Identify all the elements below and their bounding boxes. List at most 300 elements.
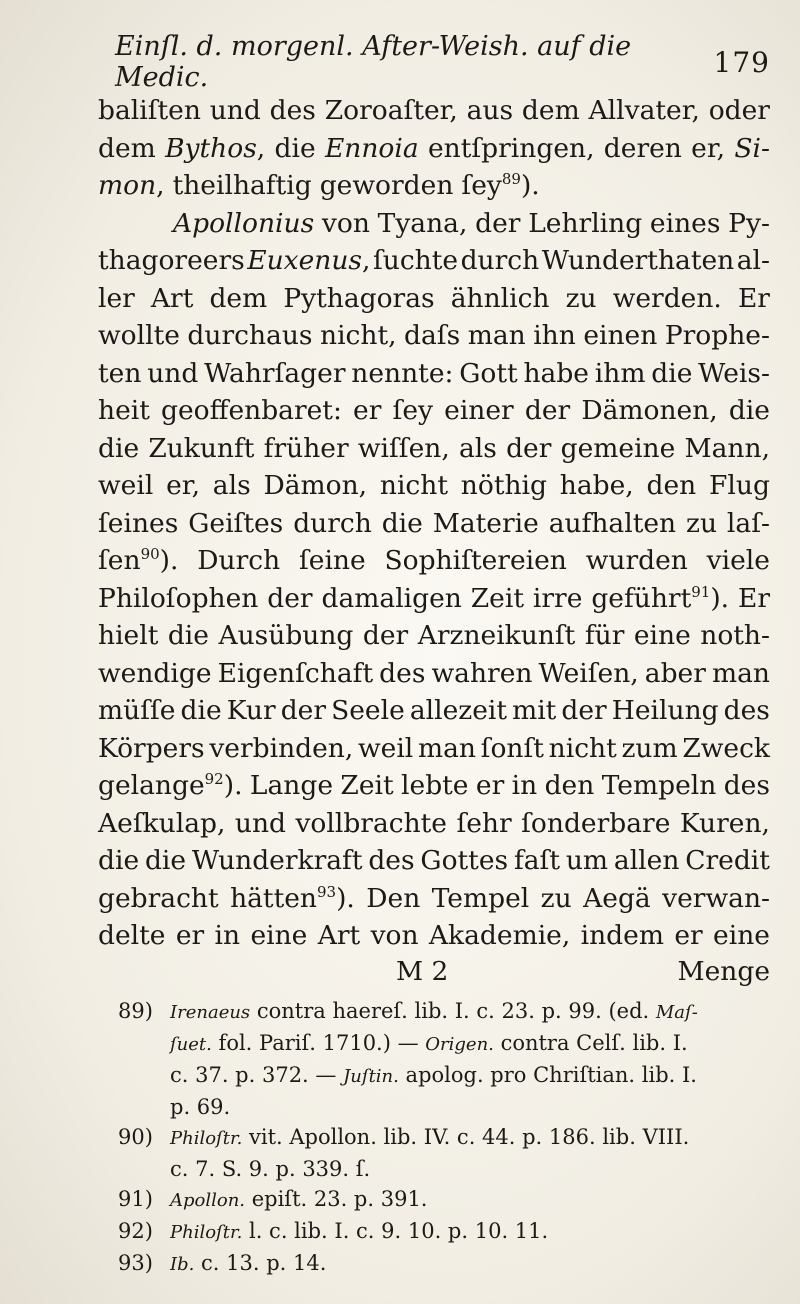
word-text: zum [621, 732, 678, 764]
word [353, 392, 381, 430]
word-text: ſonderbare [521, 807, 671, 839]
word-text: Tyana, [377, 207, 468, 239]
text-line [98, 205, 770, 243]
text-line [98, 805, 770, 843]
word [634, 617, 691, 655]
word [250, 917, 307, 955]
word-text: daſs [404, 320, 461, 351]
word-text: Körpers [98, 732, 205, 764]
word-text: allen [613, 845, 680, 876]
word-text: des [723, 695, 770, 726]
word-text: des [723, 770, 770, 801]
word-text: al- [736, 245, 770, 276]
word [523, 355, 589, 393]
word [591, 580, 729, 618]
word [373, 242, 458, 280]
word [713, 917, 770, 955]
word-text: Py- [728, 207, 770, 239]
word-text: er [353, 395, 382, 426]
citation-text: c. 37. p. 372. — [170, 1063, 344, 1087]
word-text: Wahrſager [204, 357, 346, 389]
word [459, 355, 517, 393]
word [98, 730, 205, 768]
word-text: den [544, 770, 595, 801]
word-text: mon [98, 170, 157, 201]
word-text: wollte [98, 320, 180, 351]
word [98, 542, 178, 580]
word-text: Zoroaſter, [324, 95, 458, 126]
word [98, 617, 158, 655]
word-text: weil [357, 732, 414, 764]
word [404, 317, 460, 355]
word-text: ſuchte [372, 245, 459, 276]
word [471, 580, 524, 618]
word-text: den [646, 470, 697, 501]
footnote-ref: 91 [691, 582, 711, 601]
word-text: Akademie, [428, 920, 571, 951]
footnote-line [118, 1184, 766, 1216]
word [525, 392, 570, 430]
word-text: dem [209, 282, 268, 314]
citation-text: fol. Pariſ. 1710.) — [211, 1031, 426, 1055]
word-text: indem [580, 920, 664, 951]
word [674, 917, 702, 955]
word [709, 92, 770, 130]
word [187, 317, 312, 355]
word-text: vollbrachte [295, 807, 447, 839]
word [512, 767, 538, 805]
word-text: Weiſen, [538, 657, 639, 689]
word-text: aufhalten [548, 507, 677, 539]
word [331, 692, 405, 730]
word-text: Durch [197, 545, 281, 576]
citation-text: vit. Apollon. lib. IV. c. 44. p. 186. lib. VIII. [242, 1125, 690, 1149]
word-text: noth- [700, 620, 770, 651]
word-text: um [565, 845, 609, 876]
word-text: Geiſtes [188, 507, 284, 539]
word [566, 280, 597, 318]
footnote-number: 90) [118, 1125, 153, 1149]
word [514, 842, 560, 880]
word [589, 92, 700, 130]
citation-text: contra haereſ. lib. I. c. 23. p. 99. (ed. [250, 999, 656, 1023]
word-text: und [234, 807, 286, 839]
word [581, 917, 664, 955]
word [204, 355, 345, 393]
word-text: Eigenſchaft [217, 657, 374, 689]
word-text: wurden [585, 545, 688, 576]
footnote-ref: 89 [501, 170, 521, 189]
word-text: hätten [230, 882, 317, 914]
word [275, 130, 316, 168]
word [521, 805, 670, 843]
word [250, 767, 333, 805]
footnote [118, 1122, 766, 1184]
citation-author: Philoſtr. [170, 1128, 243, 1149]
catchword: Menge [677, 956, 770, 987]
text-line [98, 317, 770, 355]
footnote-number: 93) [118, 1251, 153, 1275]
word [595, 355, 646, 393]
word-text: entſpringen, [427, 132, 595, 164]
citation-author: Juſtin. [343, 1066, 399, 1087]
word-text: wendige [98, 657, 212, 689]
word [380, 467, 448, 505]
word-text: Materie [432, 507, 539, 539]
word [431, 655, 532, 693]
word-text: nennte: [351, 357, 454, 389]
word [528, 205, 642, 243]
word-text: zu [540, 882, 572, 914]
running-title: Einſl. d. morgenl. After-Weish. auf die Medic. [115, 31, 632, 93]
word [707, 542, 770, 580]
word-text: Zeit [340, 770, 394, 801]
word [263, 467, 367, 505]
word [210, 92, 261, 130]
word-text: von [321, 207, 370, 239]
citation-text: c. 13. p. 14. [194, 1251, 327, 1275]
footnote-ref: 93 [316, 882, 337, 901]
word-text: als [459, 432, 497, 464]
word [379, 655, 425, 693]
word [583, 880, 651, 918]
word-text: theilhaftig [172, 170, 312, 201]
word [358, 430, 450, 468]
word [459, 430, 497, 468]
word-text: für [584, 620, 625, 651]
word [371, 917, 419, 955]
word [561, 430, 676, 468]
word-text: Ennoia [324, 132, 419, 164]
word-text: Zukunft [148, 432, 255, 464]
word-text: Bythos [165, 132, 257, 164]
word-text: , [362, 245, 371, 276]
word [98, 317, 180, 355]
word [456, 805, 511, 843]
word-text: Er [737, 282, 770, 314]
text-line [98, 392, 770, 430]
word-text: deren [603, 132, 682, 164]
word-text: Mann, [684, 432, 770, 464]
word [147, 355, 198, 393]
word-text: nöthig [460, 470, 547, 501]
word [161, 392, 342, 430]
word [215, 917, 241, 955]
text-line [98, 280, 770, 318]
word-text: baliſten [98, 95, 201, 126]
word [227, 692, 276, 730]
word [512, 692, 556, 730]
word-text: verbinden, [209, 732, 354, 764]
word [98, 467, 153, 505]
word [545, 767, 595, 805]
word-text: der [362, 620, 409, 651]
citation-text: p. 69. [170, 1095, 231, 1119]
word-text: Credit [685, 845, 770, 876]
word-text: Philoſophen [98, 582, 259, 614]
word-text: faſt [513, 845, 561, 876]
footnote-line [118, 996, 766, 1028]
word [176, 917, 204, 955]
word [98, 167, 165, 205]
word [650, 205, 721, 243]
word [461, 467, 547, 505]
word [418, 617, 576, 655]
page-number: 179 [713, 45, 770, 79]
word [461, 242, 540, 280]
word-text: der [506, 432, 552, 464]
footnote [118, 1184, 766, 1216]
word-text: Dämonen, [581, 395, 718, 426]
word [468, 317, 526, 355]
footnote-line [118, 1216, 766, 1248]
word-text: Heilung [611, 695, 719, 726]
word [98, 355, 141, 393]
text-line [98, 467, 770, 505]
word [461, 167, 539, 205]
word-text: gelange [98, 770, 205, 801]
word [98, 430, 139, 468]
word-text: Si- [734, 132, 770, 164]
word [322, 205, 370, 243]
word [98, 242, 245, 280]
word [734, 130, 770, 168]
footnote [118, 1248, 766, 1280]
word [401, 767, 468, 805]
word [542, 242, 735, 280]
word-text: hielt [98, 620, 159, 651]
word-text: weil [98, 470, 154, 501]
word-text: er [475, 770, 505, 801]
word [192, 842, 363, 880]
word [686, 505, 717, 543]
word [476, 767, 504, 805]
word-text: durch [293, 507, 372, 539]
word-text: ihm [594, 357, 646, 389]
signature-mark: M 2 [396, 956, 449, 987]
word [541, 880, 572, 918]
word-text: habe [523, 357, 589, 389]
word [247, 242, 370, 280]
footnote-number: 91) [118, 1187, 153, 1211]
word-text: und [147, 357, 199, 389]
footnote [118, 996, 766, 1122]
word [98, 842, 139, 880]
word [98, 767, 243, 805]
word-text: ſehr [456, 807, 512, 839]
word [645, 655, 706, 693]
word [420, 842, 508, 880]
text-line [98, 130, 770, 168]
catchline [98, 956, 770, 992]
word-text: früher [263, 432, 349, 464]
text-line [98, 692, 770, 730]
word-text: er, [166, 470, 200, 501]
text-line [98, 730, 770, 768]
word-text: habe, [559, 470, 634, 501]
word [729, 392, 770, 430]
word-text: von [370, 920, 419, 951]
word [320, 317, 397, 355]
text-line [98, 242, 770, 280]
word-text: aber [644, 657, 706, 689]
text-line [98, 767, 770, 805]
word-text: eine [250, 920, 308, 951]
word-text: einen [583, 320, 658, 351]
word [737, 242, 770, 280]
word [358, 730, 413, 768]
word-text: irre [532, 582, 583, 614]
word [651, 355, 692, 393]
citation-text: l. c. lib. I. c. 9. 10. p. 10. 11. [242, 1219, 549, 1243]
word-text: dem [98, 132, 156, 164]
word-text: ). [223, 770, 243, 801]
word [712, 655, 770, 693]
word-text: er, [691, 132, 726, 164]
word [188, 505, 283, 543]
word [209, 280, 267, 318]
word [583, 317, 657, 355]
word-text: Tempel [431, 882, 530, 914]
word-text: Kuren, [679, 807, 770, 839]
word [283, 280, 434, 318]
word [363, 617, 408, 655]
footnote-ref: 90 [140, 545, 160, 564]
word [581, 392, 717, 430]
word [98, 880, 219, 918]
word-text: Lange [249, 770, 334, 801]
word [151, 280, 193, 318]
word [98, 655, 212, 693]
word-text: Lehrling [528, 207, 643, 239]
word-text: Arzneikunſt [417, 620, 576, 651]
word [235, 805, 286, 843]
word [522, 92, 580, 130]
word [213, 467, 251, 505]
footnote-number: 89) [118, 999, 153, 1023]
main-text [98, 92, 770, 955]
word [378, 205, 468, 243]
word-text: Zeit [470, 582, 524, 614]
word-text: die [98, 845, 140, 876]
word [145, 842, 186, 880]
citation-text: epiſt. 23. p. 391. [245, 1187, 428, 1211]
word [533, 580, 583, 618]
footnote-ref: 92 [204, 770, 224, 789]
citation-author: Irenaeus [170, 1002, 251, 1023]
word [481, 730, 544, 768]
word [724, 767, 770, 805]
word [727, 505, 770, 543]
word [325, 130, 419, 168]
word [549, 505, 676, 543]
word-text: die [381, 507, 423, 539]
word-text: ſeines [98, 507, 179, 539]
word-text: wiſſen, [357, 432, 450, 464]
word [322, 580, 462, 618]
text-line [98, 167, 770, 205]
word [197, 542, 280, 580]
citation-author: ſuet. [170, 1034, 212, 1055]
word [267, 580, 312, 618]
word-text: werden. [612, 282, 722, 314]
citation-author: Ib. [170, 1254, 195, 1275]
word-text: des [368, 845, 415, 876]
word-text: die [274, 132, 316, 164]
word-text: oder [708, 95, 770, 126]
word [98, 917, 165, 955]
word [612, 692, 719, 730]
word [549, 730, 617, 768]
text-line [98, 617, 770, 655]
word-text: mit [512, 695, 557, 726]
word-text: geworden [319, 170, 454, 201]
word-text: die [167, 620, 209, 651]
word-text: Art [317, 920, 361, 951]
word [475, 205, 520, 243]
word-text: die [98, 432, 140, 464]
word-text: nicht [548, 732, 617, 764]
word-text: Wunderthaten [541, 245, 735, 276]
word-text: Gottes [420, 845, 509, 876]
word [539, 655, 639, 693]
text-line [98, 505, 770, 543]
word [586, 542, 688, 580]
word-text: als [212, 470, 251, 501]
word [340, 767, 393, 805]
word [98, 280, 135, 318]
text-line [98, 580, 770, 618]
word [602, 767, 717, 805]
word-text: Gott [459, 357, 518, 389]
word-text: Flug [709, 470, 770, 501]
word-text: müſſe [98, 695, 176, 726]
word [98, 92, 201, 130]
word [561, 692, 606, 730]
word-text: , [256, 132, 266, 164]
word-text: thagoreers [98, 245, 245, 276]
word-text: gemeine [560, 432, 676, 464]
word-text: ſey [392, 395, 433, 426]
word [685, 430, 771, 468]
word [293, 505, 372, 543]
word [166, 467, 200, 505]
word-text: die [180, 695, 222, 726]
word [724, 692, 770, 730]
word [98, 130, 156, 168]
footnote-line [118, 1028, 766, 1060]
word-text: Prophe- [664, 320, 770, 351]
word-text: gebracht [98, 882, 219, 914]
word [665, 317, 770, 355]
word-text: ſonſt [480, 732, 544, 764]
word [560, 467, 634, 505]
word-text: verwan- [662, 882, 770, 914]
word [281, 692, 326, 730]
word [173, 167, 312, 205]
word [385, 542, 567, 580]
word-text: viele [706, 545, 770, 576]
word [168, 617, 209, 655]
word [700, 617, 770, 655]
text-line [98, 542, 770, 580]
word [621, 730, 677, 768]
citation-text: apolog. pro Chriſtian. lib. I. [398, 1063, 697, 1087]
word-text: er [674, 920, 703, 951]
word [264, 430, 349, 468]
footnote-line [118, 1122, 766, 1154]
word [382, 505, 423, 543]
